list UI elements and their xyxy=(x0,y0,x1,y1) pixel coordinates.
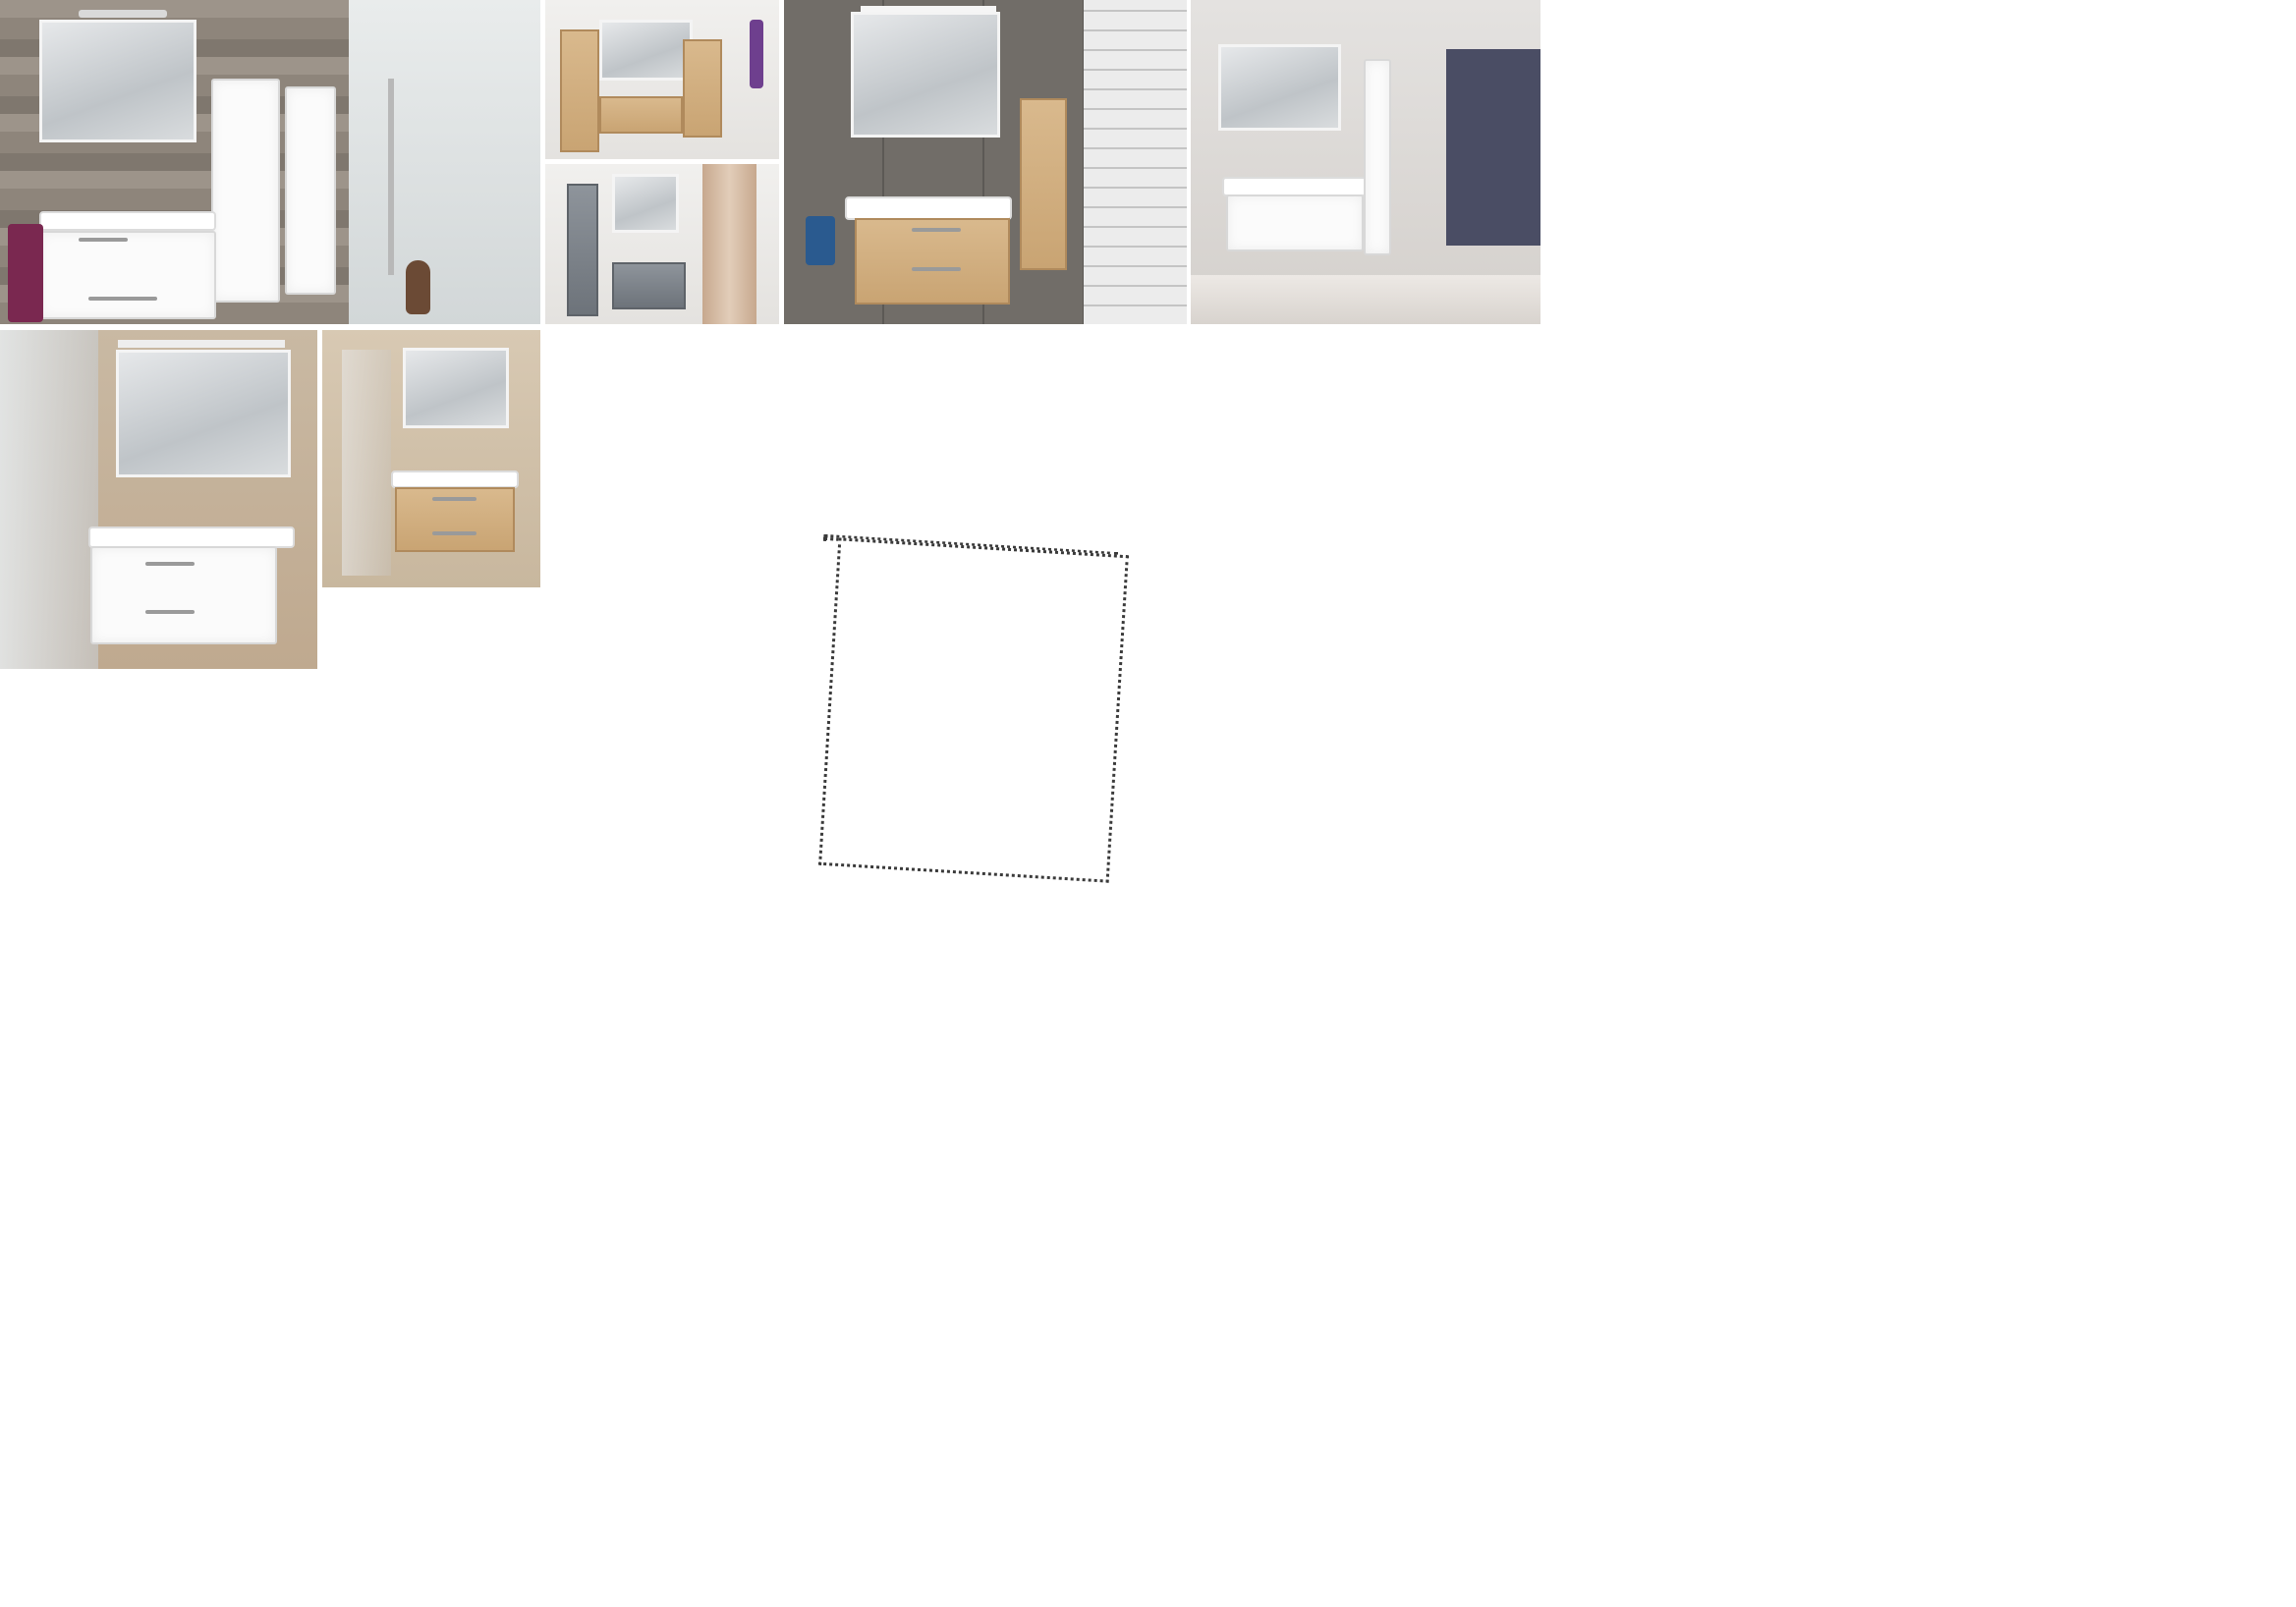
photo-white-bathroom-right xyxy=(1191,0,1540,324)
photo-filino-bathroom xyxy=(0,0,540,324)
photo-gray-vanity-small xyxy=(545,164,779,324)
photo-pineo-bathroom xyxy=(784,0,1187,324)
photo-trentino-white xyxy=(0,330,317,669)
photo-trentino-oak xyxy=(322,330,540,587)
headline-card-visible-frame xyxy=(818,537,1129,882)
photo-oak-vanity-small xyxy=(545,0,779,159)
